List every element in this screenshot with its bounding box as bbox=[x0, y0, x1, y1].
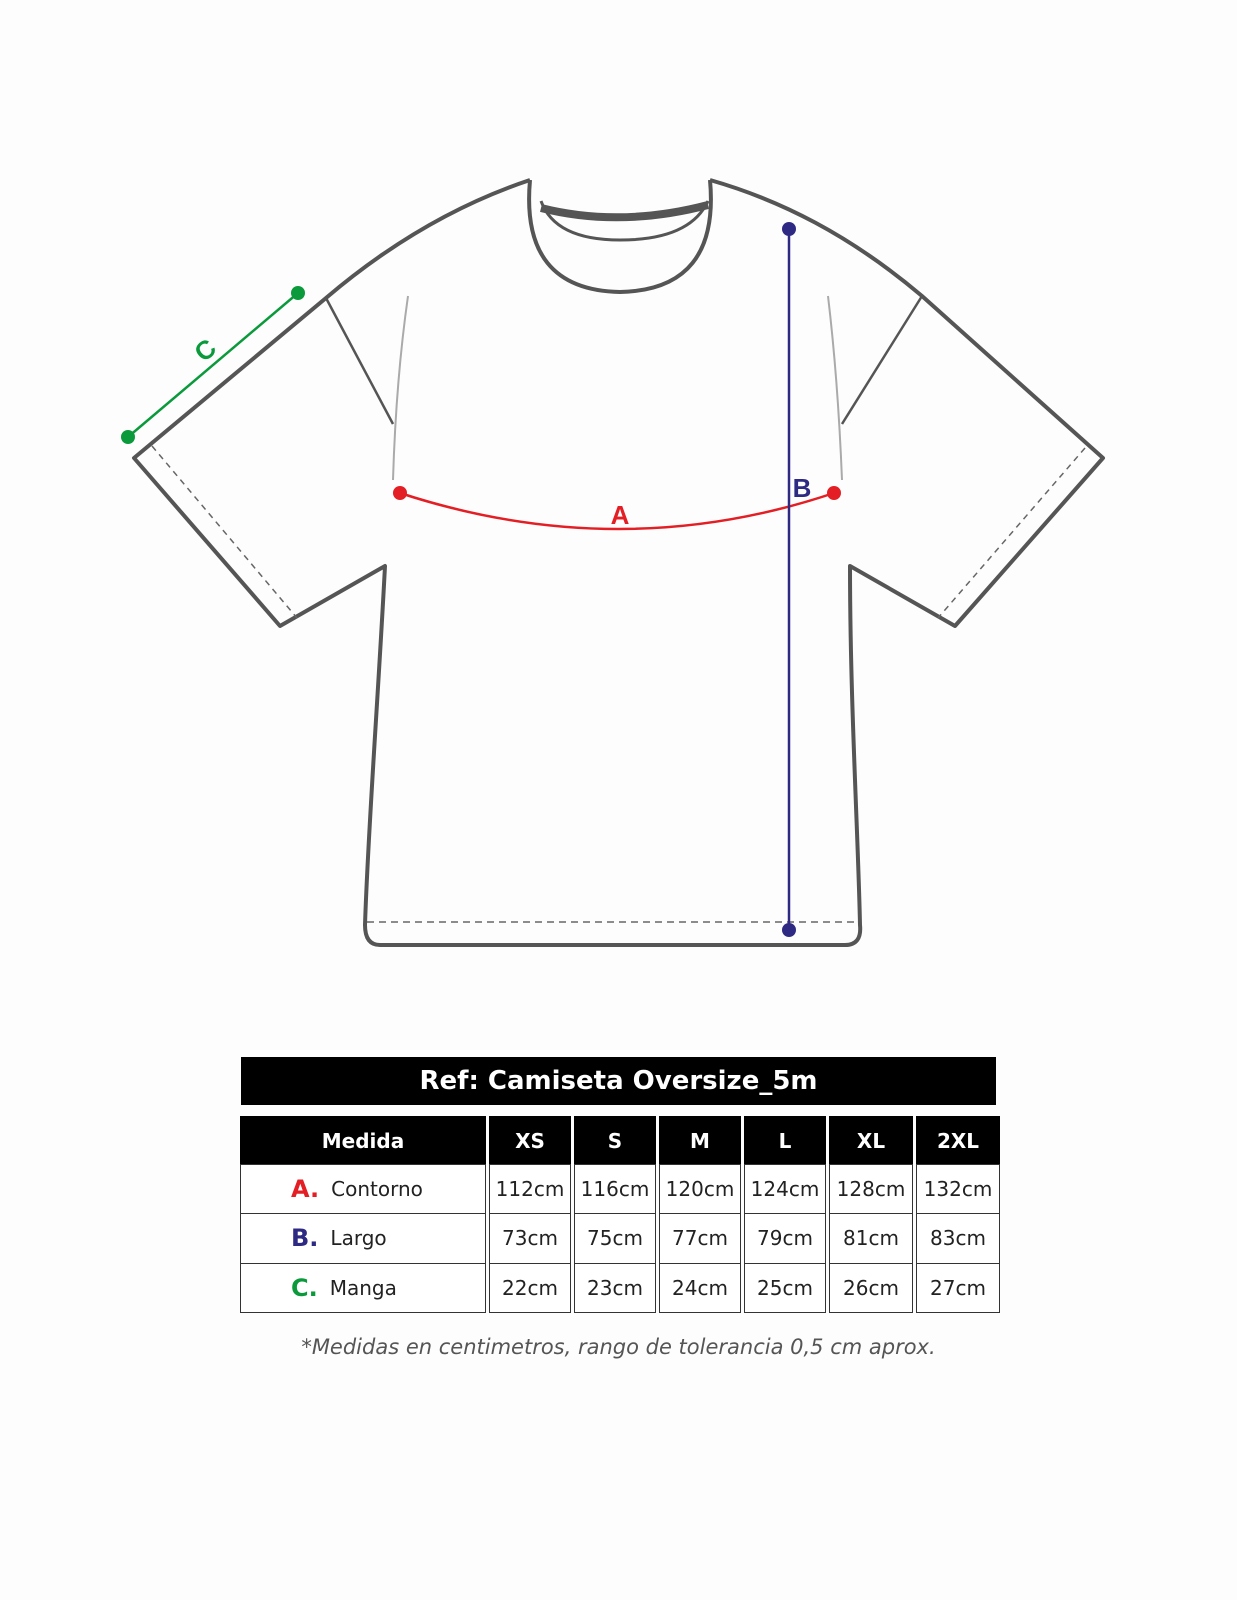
row-b-s: 75cm bbox=[574, 1213, 656, 1265]
header-measure: Medida bbox=[240, 1116, 486, 1165]
collar-band bbox=[541, 205, 708, 217]
header-size-m: M bbox=[659, 1116, 741, 1165]
tshirt-outline bbox=[134, 180, 1103, 945]
size-table bbox=[240, 1116, 1000, 1313]
row-b-xs: 73cm bbox=[489, 1213, 571, 1265]
collar-outer bbox=[529, 180, 711, 292]
measure-c-line bbox=[128, 293, 298, 437]
row-b-label: Largo bbox=[330, 1226, 387, 1251]
row-a-l: 124cm bbox=[744, 1164, 826, 1215]
row-a-s: 116cm bbox=[574, 1164, 656, 1215]
row-a-letter: A. bbox=[291, 1174, 320, 1203]
row-c-letter: C. bbox=[291, 1273, 318, 1302]
row-a-xl: 128cm bbox=[829, 1164, 913, 1215]
left-shoulder-seam bbox=[326, 298, 393, 424]
measure-b-start-dot bbox=[782, 222, 796, 236]
measure-b-label: B bbox=[792, 473, 812, 503]
row-b-l: 79cm bbox=[744, 1213, 826, 1265]
row-a-measure bbox=[240, 1164, 486, 1215]
right-sleeve-hem bbox=[938, 448, 1085, 618]
header-size-xl: XL bbox=[829, 1116, 913, 1165]
measure-c-start-dot bbox=[291, 286, 305, 300]
row-b-m: 77cm bbox=[659, 1213, 741, 1265]
row-c-measure bbox=[240, 1263, 486, 1314]
right-body-fold bbox=[828, 296, 842, 480]
measure-c-end-dot bbox=[121, 430, 135, 444]
row-c-xs: 22cm bbox=[489, 1263, 571, 1314]
row-b-letter: B. bbox=[291, 1224, 319, 1253]
row-c-l: 25cm bbox=[744, 1263, 826, 1314]
row-a-2xl: 132cm bbox=[916, 1164, 1000, 1215]
row-c-s: 23cm bbox=[574, 1263, 656, 1314]
row-b-2xl: 83cm bbox=[916, 1213, 1000, 1265]
tolerance-note: *Medidas en centimetros, rango de tolerancia 0,5 cm aprox. bbox=[301, 1335, 936, 1359]
header-size-s: S bbox=[574, 1116, 656, 1165]
measure-a-end-dot bbox=[827, 486, 841, 500]
row-a-xs: 112cm bbox=[489, 1164, 571, 1215]
measure-a-label: A bbox=[610, 500, 630, 530]
row-c-2xl: 27cm bbox=[916, 1263, 1000, 1314]
row-c-m: 24cm bbox=[659, 1263, 741, 1314]
measure-a-start-dot bbox=[393, 486, 407, 500]
left-body-fold bbox=[393, 296, 408, 480]
table-title: Ref: Camiseta Oversize_5m bbox=[241, 1057, 996, 1105]
row-b-measure bbox=[240, 1213, 486, 1265]
row-a-label: Contorno bbox=[331, 1176, 423, 1201]
row-b-xl: 81cm bbox=[829, 1213, 913, 1265]
measure-b-end-dot bbox=[782, 923, 796, 937]
right-shoulder-seam bbox=[842, 296, 922, 424]
header-size-xs: XS bbox=[489, 1116, 571, 1165]
measure-c-label: C bbox=[188, 332, 223, 368]
header-size-l: L bbox=[744, 1116, 826, 1165]
left-sleeve-hem bbox=[152, 446, 297, 618]
row-c-label: Manga bbox=[329, 1275, 397, 1300]
row-c-xl: 26cm bbox=[829, 1263, 913, 1314]
row-a-m: 120cm bbox=[659, 1164, 741, 1215]
header-size-2xl: 2XL bbox=[916, 1116, 1000, 1165]
